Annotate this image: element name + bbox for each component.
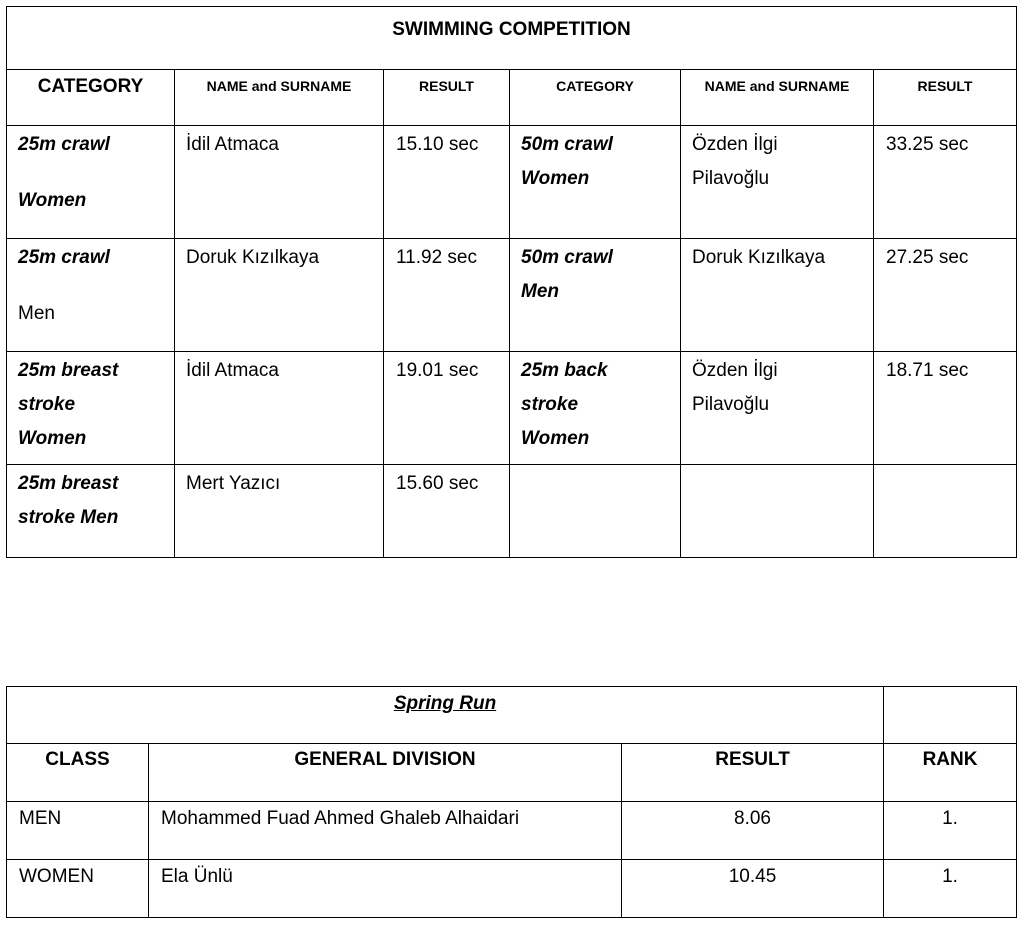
header-class: CLASS <box>7 744 149 802</box>
name-cell: İdil Atmaca <box>175 126 384 239</box>
rank-cell: 1. <box>884 802 1017 860</box>
category-cell: 50m crawl Men <box>510 239 681 352</box>
result-cell: 10.45 <box>622 860 884 918</box>
result-cell: 19.01 sec <box>384 352 510 465</box>
empty-cell <box>510 465 681 558</box>
category-cell: 25m back stroke Women <box>510 352 681 465</box>
header-result: RESULT <box>622 744 884 802</box>
header-name: NAME and SURNAME <box>175 70 384 126</box>
table-row <box>7 465 1017 558</box>
table-row <box>7 239 1017 352</box>
spring-run-table <box>6 686 1017 918</box>
result-cell: 18.71 sec <box>874 352 1017 465</box>
empty-cell <box>884 687 1017 744</box>
name-cell: Ela Ünlü <box>149 860 622 918</box>
rank-cell: 1. <box>884 860 1017 918</box>
name-cell: İdil Atmaca <box>175 352 384 465</box>
category-cell: 25m breast stroke Women <box>7 352 175 465</box>
table-row <box>7 802 1017 860</box>
result-cell: 27.25 sec <box>874 239 1017 352</box>
header-category-2: CATEGORY <box>510 70 681 126</box>
swimming-title: SWIMMING COMPETITION <box>7 7 1017 70</box>
header-category: CATEGORY <box>7 70 175 126</box>
name-cell: Özden İlgi Pilavoğlu <box>681 126 874 239</box>
table-row <box>7 860 1017 918</box>
empty-cell <box>681 465 874 558</box>
result-cell: 15.10 sec <box>384 126 510 239</box>
table-row <box>7 126 1017 239</box>
spring-run-title: Spring Run <box>7 687 884 744</box>
header-rank: RANK <box>884 744 1017 802</box>
category-cell: 25m breast stroke Men <box>7 465 175 558</box>
name-cell: Doruk Kızılkaya <box>681 239 874 352</box>
table-row <box>7 352 1017 465</box>
name-cell: Özden İlgi Pilavoğlu <box>681 352 874 465</box>
category-cell: 50m crawl Women <box>510 126 681 239</box>
header-general-division: GENERAL DIVISION <box>149 744 622 802</box>
category-cell: 25m crawl Men <box>7 239 175 352</box>
result-cell: 11.92 sec <box>384 239 510 352</box>
result-cell: 33.25 sec <box>874 126 1017 239</box>
header-result: RESULT <box>384 70 510 126</box>
class-cell: WOMEN <box>7 860 149 918</box>
header-result-2: RESULT <box>874 70 1017 126</box>
name-cell: Mohammed Fuad Ahmed Ghaleb Alhaidari <box>149 802 622 860</box>
header-name-2: NAME and SURNAME <box>681 70 874 126</box>
category-cell: 25m crawl Women <box>7 126 175 239</box>
swimming-table <box>6 6 1017 558</box>
name-cell: Mert Yazıcı <box>175 465 384 558</box>
name-cell: Doruk Kızılkaya <box>175 239 384 352</box>
result-cell: 8.06 <box>622 802 884 860</box>
result-cell: 15.60 sec <box>384 465 510 558</box>
class-cell: MEN <box>7 802 149 860</box>
empty-cell <box>874 465 1017 558</box>
